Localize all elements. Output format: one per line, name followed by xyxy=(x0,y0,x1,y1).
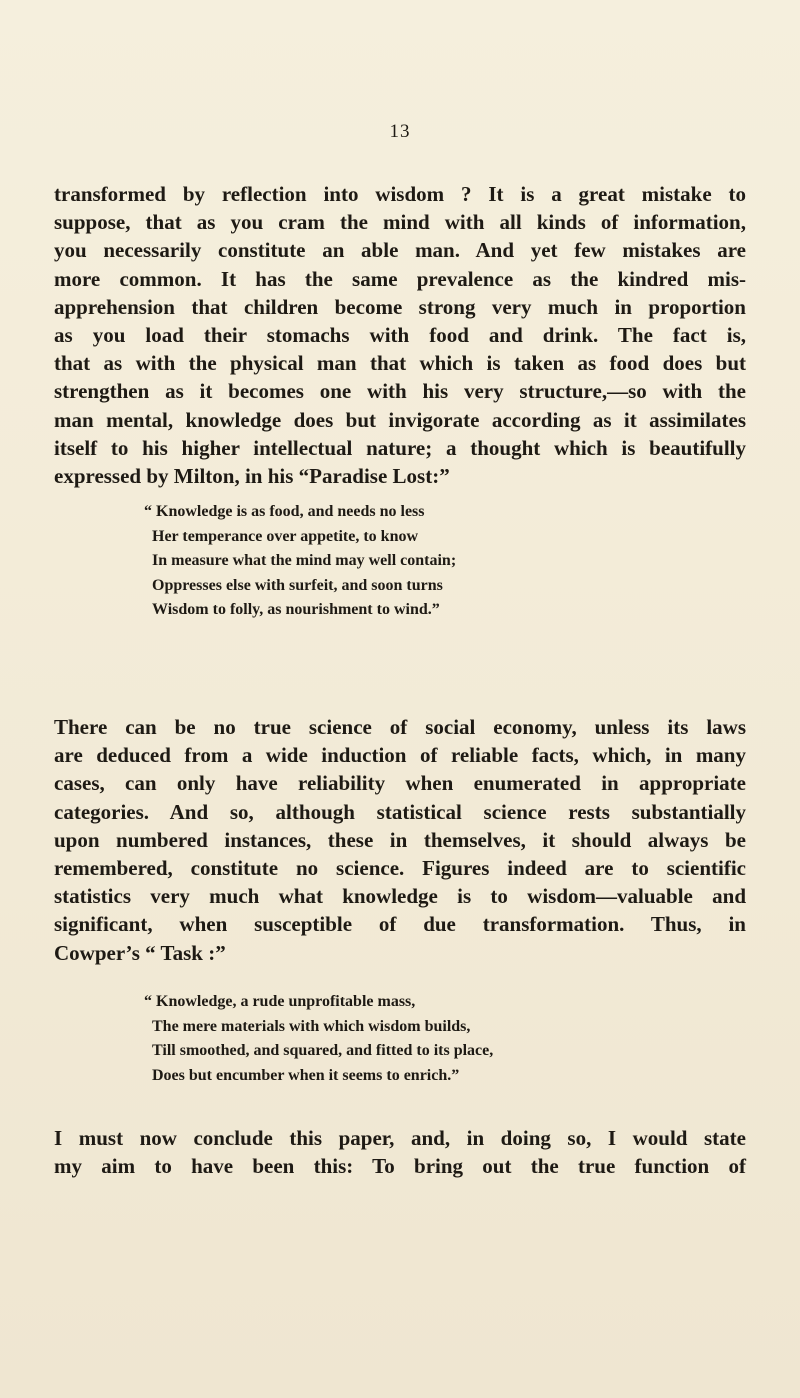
text-line: you necessarily constitute an able man. And yet few mistakes are xyxy=(54,238,746,263)
text-line: are deduced from a wide induction of reliable facts, which, in many xyxy=(54,743,746,768)
text-line: strengthen as it becomes one with his very structure,—so with the xyxy=(54,379,746,404)
text-line: apprehension that children become strong very much in proportion xyxy=(54,294,746,319)
verse-line: Wisdom to folly, as nourishment to wind.” xyxy=(152,601,440,618)
paragraph-3 xyxy=(54,1124,746,1180)
text-line: expressed by Milton, in his “Paradise Lost:” xyxy=(54,464,450,489)
text-line: that as with the physical man that which is taken as food does but xyxy=(54,351,746,376)
text-line: more common. It has the same prevalence as the kindred mis- xyxy=(54,266,746,291)
verse-line: Oppresses else with surfeit, and soon turns xyxy=(152,576,443,594)
verse-line: “ Knowledge is as food, and needs no less xyxy=(144,503,425,520)
verse-line: The mere materials with which wisdom builds, xyxy=(152,1017,471,1035)
text-line: upon numbered instances, these in themselves, it should always be xyxy=(54,827,746,852)
paragraph-2 xyxy=(54,713,746,967)
text-line: as you load their stomachs with food and drink. The fact is, xyxy=(54,323,746,348)
text-line: significant, when susceptible of due transformation. Thus, in xyxy=(54,912,746,937)
text-line: itself to his higher intellectual nature; a thought which is beautifully xyxy=(54,435,746,460)
paragraph-1 xyxy=(54,180,746,490)
text-line: categories. And so, although statistical science rests substantially xyxy=(54,799,746,824)
text-line: transformed by reflection into wisdom ? It is a great mistake to xyxy=(54,182,746,206)
verse-line: Till smoothed, and squared, and fitted to its place, xyxy=(152,1042,494,1059)
verse-line: Her temperance over appetite, to know xyxy=(152,527,419,545)
page-number: 13 xyxy=(389,121,411,142)
text-line: man mental, knowledge does but invigorate according as it assimilates xyxy=(54,407,746,432)
text-line: suppose, that as you cram the mind with all kinds of information, xyxy=(54,210,746,235)
text-line: There can be no true science of social economy, unless its laws xyxy=(54,715,746,739)
verse-the-task xyxy=(144,990,712,1088)
verse-line: In measure what the mind may well contain; xyxy=(152,552,457,569)
text-line: my aim to have been this: To bring out the true function of xyxy=(54,1154,746,1179)
text-line: cases, can only have reliability when enumerated in appropriate xyxy=(54,771,746,796)
text-line: I must now conclude this paper, and, in doing so, I would state xyxy=(54,1126,746,1150)
text-line: statistics very much what knowledge is to wisdom—valuable and xyxy=(54,884,746,909)
verse-line: “ Knowledge, a rude unprofitable mass, xyxy=(144,993,416,1010)
verse-line: Does but encumber when it seems to enrich.” xyxy=(152,1066,460,1084)
text-line: remembered, constitute no science. Figures indeed are to scientific xyxy=(54,856,746,881)
verse-paradise-lost xyxy=(144,500,712,623)
text-line: Cowper’s “ Task :” xyxy=(54,940,226,965)
